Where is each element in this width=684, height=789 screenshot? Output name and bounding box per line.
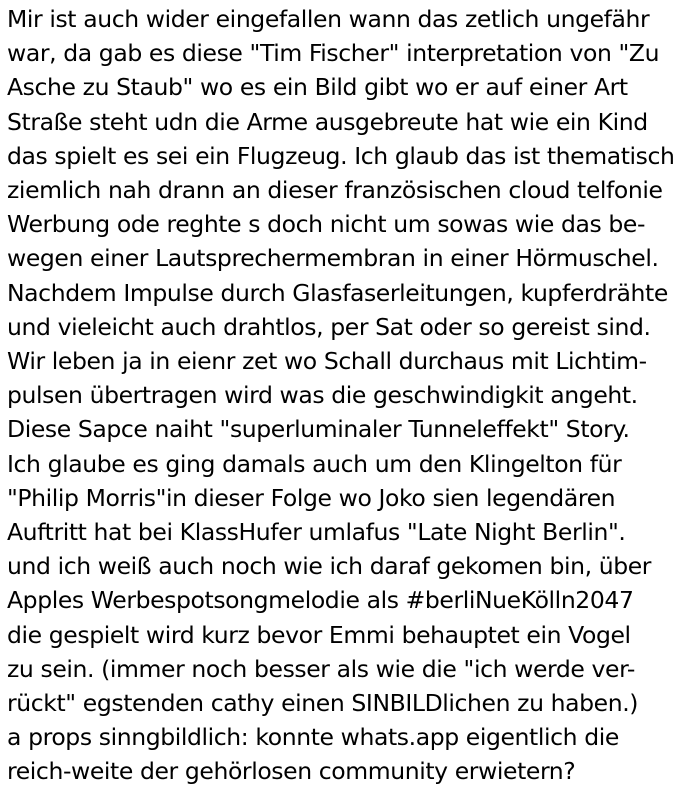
text-line: war, da gab es diese "Tim Fischer" interpretation von "Zu [7, 39, 660, 68]
text-line: Diese Sapce naiht "superluminaler Tunneleffekt" Story. [7, 415, 630, 444]
text-line: das spielt es sei ein Flugzeug. Ich glaub das ist thematisch [7, 141, 675, 170]
text-line: und vieleicht auch drahtlos, per Sat oder so gereist sind. [7, 312, 651, 341]
text-line: Auftritt hat bei KlassHufer umlafus "Late Night Berlin". [7, 518, 626, 547]
text-line: Straße steht udn die Arme ausgebreute hat wie ein Kind [7, 107, 648, 136]
text-line: Nachdem Impulse durch Glasfaserleitungen, kupferdrähte [7, 278, 668, 307]
text-line: pulsen übertragen wird was die geschwindigkit angeht. [7, 381, 638, 410]
text-line: zu sein. (immer noch besser als wie die "ich werde ver- [7, 654, 635, 683]
text-line: wegen einer Lautsprechermembran in einer Hörmuschel. [7, 244, 659, 273]
text-line: die gespielt wird kurz bevor Emmi behauptet ein Vogel [7, 620, 631, 649]
text-line: reich-weite der gehörlosen community erwietern? [7, 757, 576, 786]
text-line: Asche zu Staub" wo es ein Bild gibt wo er auf einer Art [7, 73, 628, 102]
text-line: Werbung ode reghte s doch nicht um sowas wie das be- [7, 210, 646, 239]
text-line: ziemlich nah drann an dieser französischen cloud telfonie [7, 176, 663, 205]
text-line: rückt" egstenden cathy einen SINBILDlichen zu haben.) [7, 689, 639, 718]
text-line: Apples Werbespotsongmelodie als #berliNueKölln2047 [7, 586, 634, 615]
text-line: "Philip Morris"in dieser Folge wo Joko sien legendären [7, 483, 616, 512]
text-line: a props sinngbildlich: konnte whats.app eigentlich die [7, 723, 619, 752]
text-line: Ich glaube es ging damals auch um den Klingelton für [7, 449, 622, 478]
text-line: Wir leben ja in eienr zet wo Schall durchaus mit Lichtim- [7, 347, 647, 376]
text-line: Mir ist auch wider eingefallen wann das zetlich ungefähr [7, 5, 650, 33]
body-text [7, 2, 683, 789]
text-line: und ich weiß auch noch wie ich daraf gekomen bin, über [7, 552, 652, 581]
